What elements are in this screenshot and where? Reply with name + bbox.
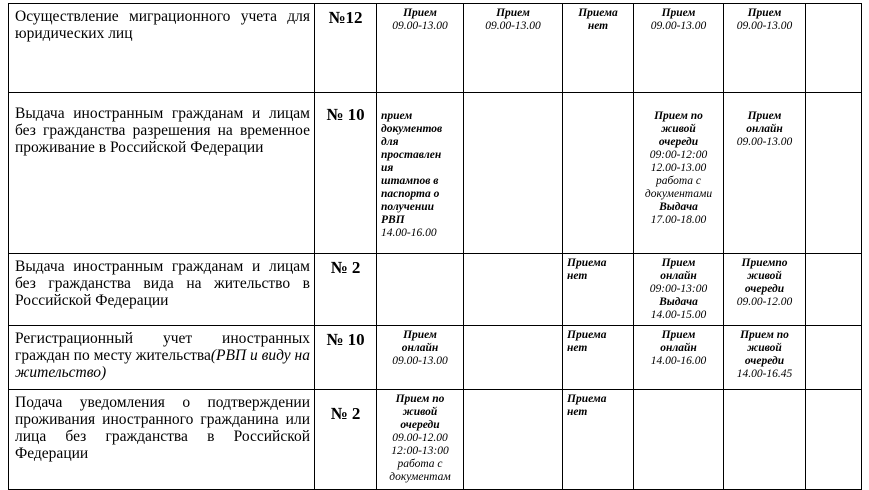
- cell-text: получении: [381, 201, 435, 213]
- cell-text: 09.00-12.00: [736, 296, 793, 308]
- cell-text: Прием: [747, 7, 782, 19]
- empty-cell: [634, 390, 724, 490]
- empty-cell: [377, 254, 464, 326]
- cell-text: Приема: [567, 393, 607, 405]
- empty-cell: [464, 390, 563, 490]
- cell-text: 09.00-13.00: [736, 20, 793, 32]
- cell-text: 09.00-13.00: [485, 20, 541, 32]
- service-text: Регистрационный учет иностранных граждан по месту жительства: [15, 330, 310, 364]
- cell-text: документами: [644, 188, 713, 200]
- cell-text: нет: [567, 406, 588, 418]
- cell-text: 14.00-16.00: [650, 355, 707, 367]
- cell-text: 14.00-15.00: [650, 309, 707, 321]
- cell-text: онлайн: [660, 342, 697, 354]
- empty-cell: [464, 93, 563, 254]
- cell-text: 12:00-13:00: [391, 445, 449, 457]
- empty-cell: [806, 326, 862, 390]
- cell-text: работа с: [397, 458, 443, 470]
- empty-cell: [464, 326, 563, 390]
- cell-text: нет: [567, 270, 588, 282]
- friday-cell: [724, 326, 806, 390]
- cell-text: живой: [402, 406, 438, 418]
- cell-text: паспорта о: [381, 188, 440, 200]
- cell-text: онлайн: [401, 342, 439, 354]
- cell-text: работа с: [655, 175, 702, 187]
- empty-cell: [806, 254, 862, 326]
- cell-text: 09.00-13.00: [392, 20, 448, 32]
- cell-text: 14.00-16.00: [381, 227, 437, 239]
- cell-text: нет: [567, 342, 588, 354]
- friday-cell: [724, 254, 806, 326]
- service-temporary-residence: Выдача иностранным гражданам и лицам без гражданства разрешения на временное проживание в Российской Федерации: [9, 93, 315, 254]
- cell-text: РВП: [381, 214, 405, 226]
- cell-text: 09:00-12:00: [649, 149, 708, 161]
- cell-text: 12.00-13.00: [650, 162, 707, 174]
- room-number: № 10: [315, 93, 377, 254]
- cell-text: документам: [389, 471, 451, 483]
- service-registration-residence: [9, 326, 315, 390]
- cell-text: живой: [747, 342, 782, 354]
- cell-text: прием: [381, 110, 413, 122]
- cell-text: очереди: [400, 419, 440, 431]
- cell-text: 09.00-13.00: [650, 20, 707, 32]
- cell-text: Прием по: [395, 393, 445, 405]
- friday-cell: [724, 4, 806, 93]
- table-row-temporary-residence: [9, 93, 862, 254]
- cell-text: Прием по: [740, 329, 789, 341]
- cell-text: ия: [381, 162, 394, 174]
- cell-text: Прием: [747, 110, 782, 122]
- cell-text: онлайн: [660, 270, 697, 282]
- monday-cell: [377, 390, 464, 490]
- cell-text: живой: [747, 270, 782, 282]
- room-number: № 10: [315, 326, 377, 390]
- table-row-registration-residence: [9, 326, 862, 390]
- table-row-migration-registration: [9, 4, 862, 93]
- cell-text: Приема: [578, 7, 618, 19]
- service-text-italic: (РВП и виду на жительство): [15, 347, 310, 381]
- cell-text: Приема: [567, 257, 607, 269]
- service-residence-notification: Подача уведомления о подтверждении проживания иностранного гражданина или лица без гражданства в Российской Федерации: [9, 390, 315, 490]
- cell-text: 09.00-13.00: [392, 355, 448, 367]
- monday-cell: [377, 4, 464, 93]
- service-migration-registration: Осуществление миграционного учета для юридических лиц: [9, 4, 315, 93]
- cell-text: Приема: [567, 329, 607, 341]
- empty-cell: [806, 4, 862, 93]
- service-residence-permit: Выдача иностранным гражданам и лицам без гражданства вида на жительство в Российской Федерации: [9, 254, 315, 326]
- empty-cell: [724, 390, 806, 490]
- cell-text: очереди: [744, 283, 785, 295]
- cell-text: штампов в: [381, 175, 439, 187]
- schedule-table: [8, 3, 862, 490]
- empty-cell: [806, 93, 862, 254]
- cell-text: живой: [661, 123, 696, 135]
- cell-text: нет: [587, 20, 609, 32]
- cell-text: очереди: [658, 136, 699, 148]
- cell-text: Выдача: [659, 296, 698, 308]
- empty-cell: [806, 390, 862, 490]
- empty-cell: [464, 254, 563, 326]
- cell-text: проставлен: [381, 149, 442, 161]
- cell-text: 09:00-13:00: [649, 283, 708, 295]
- table-row-residence-notification: [9, 390, 862, 490]
- cell-text: 09.00-12.00: [392, 432, 448, 444]
- wednesday-cell: [563, 4, 634, 93]
- cell-text: документов: [381, 123, 443, 135]
- cell-text: Прием: [661, 257, 696, 269]
- table-row-residence-permit: [9, 254, 862, 326]
- wednesday-cell: [563, 390, 634, 490]
- cell-text: Прием: [496, 7, 530, 19]
- cell-text: 17.00-18.00: [650, 214, 707, 226]
- cell-text: очереди: [744, 355, 785, 367]
- cell-text: Прием: [661, 7, 696, 19]
- cell-text: Приемпо: [741, 257, 788, 269]
- cell-text: Прием: [661, 329, 696, 341]
- wednesday-cell: [563, 254, 634, 326]
- thursday-cell: [634, 326, 724, 390]
- cell-text: Прием: [403, 7, 437, 19]
- thursday-cell: [634, 4, 724, 93]
- tuesday-cell: [464, 4, 563, 93]
- cell-text: Прием по: [654, 110, 703, 122]
- monday-cell: [377, 326, 464, 390]
- empty-cell: [563, 93, 634, 254]
- wednesday-cell: [563, 326, 634, 390]
- cell-text: Прием: [403, 329, 437, 341]
- friday-cell: [724, 93, 806, 254]
- thursday-cell: [634, 254, 724, 326]
- room-number: № 2: [315, 390, 377, 490]
- cell-text: для: [381, 136, 399, 148]
- cell-text: Выдача: [659, 201, 698, 213]
- monday-cell: [377, 93, 464, 254]
- thursday-cell: [634, 93, 724, 254]
- cell-text: 14.00-16.45: [736, 368, 793, 380]
- cell-text: 09.00-13.00: [736, 136, 793, 148]
- room-number: № 2: [315, 254, 377, 326]
- cell-text: онлайн: [746, 123, 783, 135]
- room-number: №12: [315, 4, 377, 93]
